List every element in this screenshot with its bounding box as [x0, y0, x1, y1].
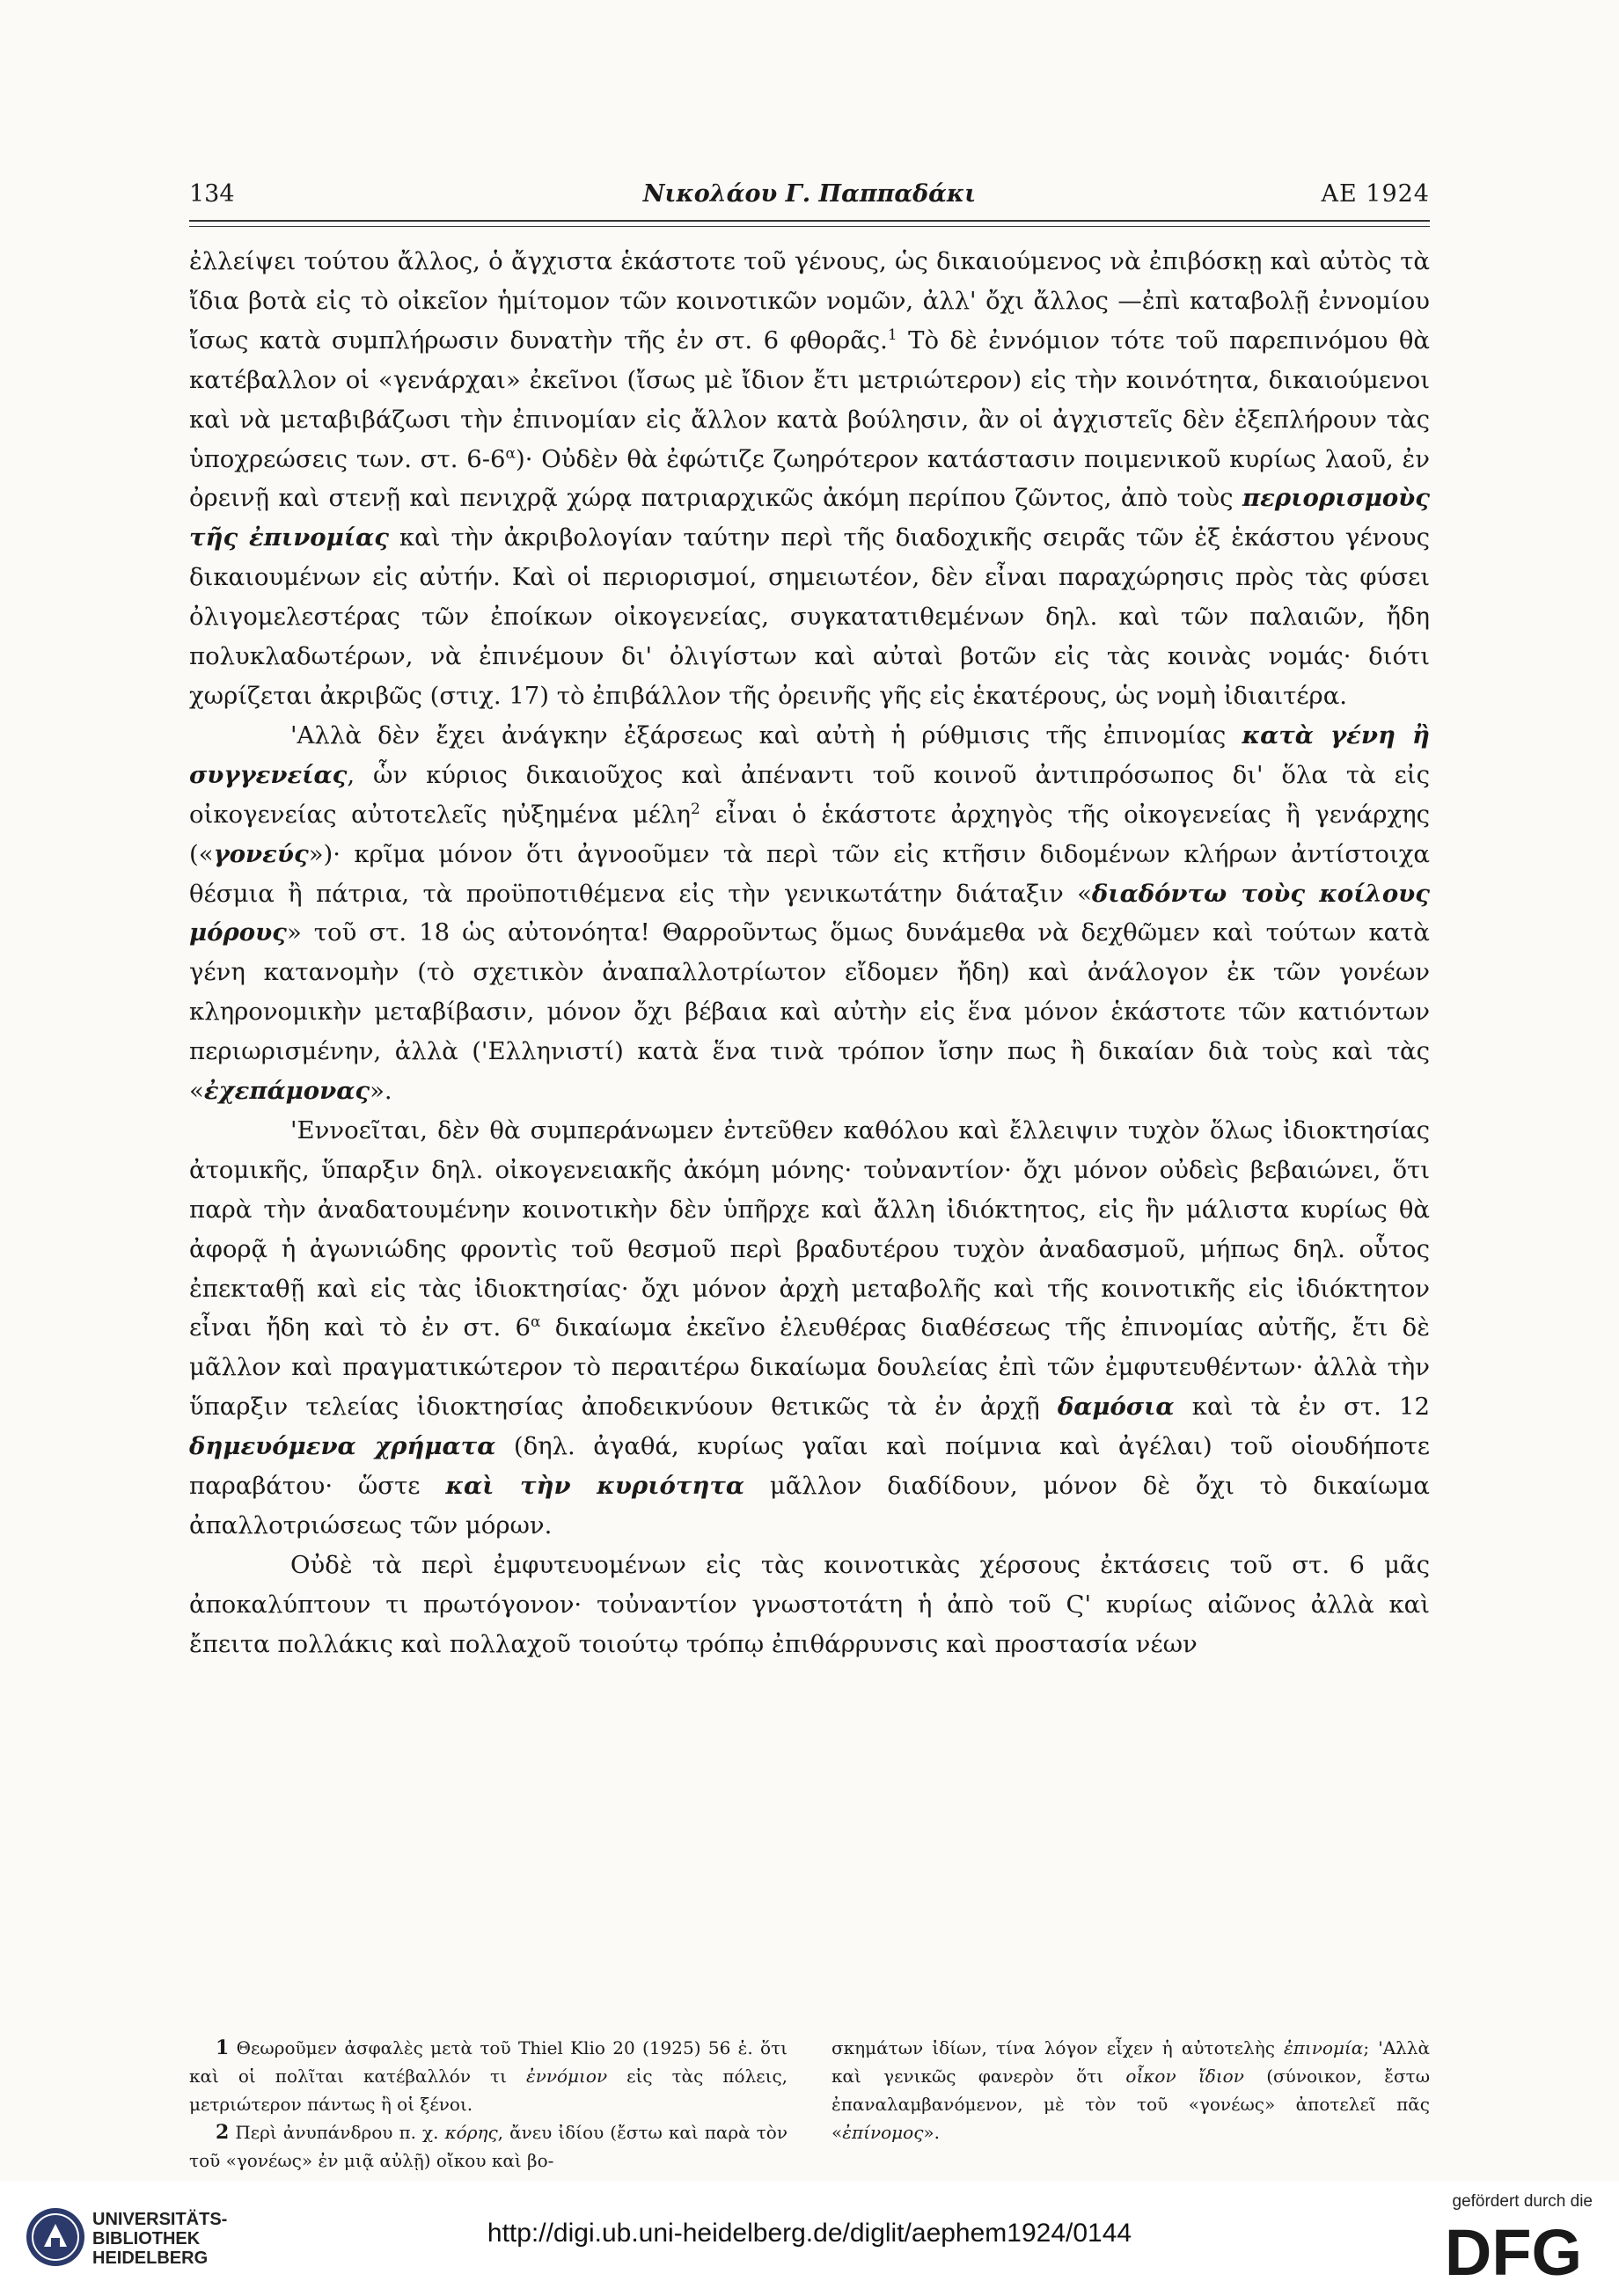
emphasis-term: δημευόμενα χρήματα: [189, 1432, 496, 1461]
text-run: , ἄνευ ἰδίου (ἔστω καὶ παρὰ τὸν τοῦ «γονέως» ἐν μιᾷ αὐλῇ) οἴκου καὶ βο-: [189, 2122, 788, 2171]
footnote-number: 2: [216, 2121, 230, 2144]
library-name-line: HEIDELBERG: [92, 2248, 209, 2268]
text-run: 'Εννοεῖται, δὲν θὰ συμπεράνωμεν ἐντεῦθεν καθόλου καὶ ἔλλειψιν τυχὸν ὅλως ἰδιοκτησίας ἀτομικῆς, ὕπαρξιν δηλ. οἰκογενειακῆς ἀκόμη μόνης· τοὐναντίον· ὄχι μόνον οὐδεὶς βεβαιώνει, ὅτι παρὰ τὴν ἀναδατουμένην κοινοτικὴν δὲν ὑπῆρχε καὶ ἄλλη ἰδιόκτητος, εἰς ἣν μάλιστα κυρίως θὰ ἀφορᾷ ἡ ἀγωνιώδης φροντὶς τοῦ θεσμοῦ περὶ βραδυτέρου τυχὸν ἀναδασμοῦ, μήπως δηλ. οὗτος ἐπεκταθῇ καὶ εἰς τὰς ἰδιοκτησίας· ὄχι μόνον ἀρχὴ μεταβολῆς καὶ τῆς κοινοτικῆς εἰς ἰδιόκτητον εἶναι ἤδη καὶ τὸ ἐν στ. 6: [189, 1115, 1430, 1342]
text-run: , ὧν κύριος δικαιοῦχος καὶ ἀπέναντι τοῦ κοινοῦ ἀντιπρόσωπος δι' ὅλα τὰ εἰς οἰκογενείας αὐτοτελεῖς ηὐξημένα μέλη: [189, 760, 1430, 829]
italic-term: ἐπινομία: [1284, 2037, 1364, 2058]
paragraph-2: [189, 716, 1430, 1111]
text-run: ».: [370, 1077, 392, 1106]
footnotes-left-column: [189, 2034, 788, 2175]
emphasis-term: γονεύς: [213, 839, 309, 868]
text-run: εἰς τὰς πόλεις, μετριώτερον πάντως ἢ οἱ ξένοι.: [189, 2066, 788, 2115]
main-text: [189, 242, 1430, 1664]
text-run: (σύνοικον, ἔστω ἐπαναλαμβανόμενον, μὲ τὸν τοῦ «γονέως» ἀποτελεῖ πᾶς «: [831, 2066, 1430, 2143]
footnote-2: [189, 2118, 788, 2175]
emphasis-term: δαμόσια: [1057, 1393, 1175, 1422]
text-run: Τὸ δὲ ἐννόμιον τότε τοῦ παρεπινόμου θὰ κατέβαλλον οἱ «γενάρχαι» ἐκεῖνοι (ἴσως μὲ ἴδιον ἔτι μετριώτερον) εἰς τὴν κοινότητα, δικαιούμενοι καὶ νὰ μεταβιβάζωσι τὴν ἐπινομίαν εἰς ἄλλον κατὰ βούλησιν, ἂν οἱ ἀγχιστεῖς δὲν ἐξεπλήρουν τὰς ὑποχρεώσεις των. στ. 6-6: [189, 325, 1430, 473]
text-run: ἐλλείψει τούτου ἄλλος, ὁ ἄγχιστα ἑκάστοτε τοῦ γένους, ὡς δικαιούμενος νὰ ἐπιβόσκῃ καὶ αὐτὸς τὰ ἴδια βοτὰ εἰς τὸ οἰκεῖον ἡμίτομον τῶν κοινοτικῶν νομῶν, ἀλλ' ὄχι ἄλλος —ἐπὶ καταβολῇ ἐννομίου ἴσως κατὰ συμπλήρωσιν δυνατὴν τῆς ἐν στ. 6 φθορᾶς.: [189, 247, 1430, 355]
emphasis-term: καὶ τὴν κυριότητα: [445, 1472, 745, 1501]
emphasis-term: περιορισμοὺς τῆς ἐπινομίας: [189, 484, 1430, 552]
text-run: )· Οὐδὲν θὰ ἐφώτιζε ζωηρότερον κατάστασιν ποιμενικοῦ κυρίως λαοῦ, ἐν ὀρεινῇ καὶ στενῇ καὶ πενιχρᾷ χώρᾳ πατριαρχικῶς ἀκόμη περίπου ζῶντος, ἀπὸ τοὺς: [189, 444, 1430, 513]
text-run: εἶναι ὁ ἑκάστοτε ἀρχηγὸς τῆς οἰκογενείας ἢ γενάρχης («: [189, 800, 1431, 868]
emphasis-term: κατὰ γένη ἢ συγγενείας: [189, 720, 1430, 789]
superscript-alpha: α: [505, 444, 516, 463]
text-run: μᾶλλον διαδίδουν, μόνον δὲ ὄχι τὸ δικαίωμα ἀπαλλοτριώσεως τῶν μόρων.: [189, 1472, 1430, 1539]
dfg-logo-text: DFG: [1444, 2217, 1583, 2285]
text-run: ; 'Αλλὰ καὶ γενικῶς φανερὸν ὅτι: [831, 2037, 1430, 2087]
italic-term: ἐννόμιον: [525, 2066, 608, 2087]
text-run: Θεωροῦμεν ἀσφαλὲς μετὰ τοῦ Thiel Klio 20 (1925) 56 ἑ. ὅτι καὶ οἱ πολῖται κατέβαλλόν τι: [189, 2037, 788, 2087]
italic-term: οἶκον ἴδιον: [1125, 2066, 1244, 2087]
paragraph-1: [189, 242, 1430, 716]
permalink-url[interactable]: http://digi.ub.uni-heidelberg.de/diglit/aephem1924/0144: [487, 2219, 1132, 2248]
italic-term: ἐπίνομος: [842, 2122, 924, 2143]
library-name-line: UNIVERSITÄTS-: [92, 2210, 228, 2229]
text-run: ».: [923, 2122, 941, 2143]
text-run: »)· κρῖμα μόνον ὅτι ἀγνοοῦμεν τὰ περὶ τῶν εἰς κτῆσιν διδομένων κλήρων ἀντίστοιχα θέσμια ἢ πάτρια, τὰ προϋποτιθέμενα εἰς τὴν γενικωτάτην διάταξιν «: [189, 839, 1430, 908]
running-head-author: Νικολάου Γ. Παππαδάκι: [642, 180, 977, 208]
running-header: [189, 180, 1430, 216]
text-run: Περὶ ἀνυπάνδρου π. χ.: [235, 2122, 445, 2143]
text-run: καὶ τὰ ἐν στ. 12: [1174, 1393, 1430, 1422]
footnote-2-continued: [831, 2034, 1430, 2146]
text-run: σκημάτων ἰδίων, τίνα λόγον εἶχεν ἡ αὐτοτελὴς: [831, 2037, 1285, 2058]
header-rule-thin: [189, 226, 1430, 227]
footnotes-right-column: [831, 2034, 1430, 2146]
text-run: δικαίωμα ἐκεῖνο ἐλευθέρας διαθέσεως τῆς ἐπινομίας αὐτῆς, ἔτι δὲ μᾶλλον καὶ πραγματικώτερον τὸ περαιτέρω δικαίωμα δουλείας ἐπὶ τῶν ἐμφυτευθέντων· ἀλλὰ τὴν ὕπαρξιν τελείας ἰδιοκτησίας ἀποδεικνύουν θετικῶς τὰ ἐν ἀρχῇ: [189, 1313, 1430, 1422]
dfg-logo-icon: [1434, 2217, 1593, 2285]
superscript-alpha: α: [531, 1313, 541, 1332]
library-name-line: BIBLIOTHEK: [92, 2229, 201, 2248]
header-rule: [189, 220, 1430, 222]
paragraph-4: [189, 1546, 1430, 1664]
footnote-number: 1: [216, 2036, 230, 2059]
digitization-footer: [0, 2182, 1619, 2296]
page-number: 134: [189, 180, 235, 208]
footnote-ref-2[interactable]: 2: [691, 800, 700, 818]
paragraph-3: [189, 1111, 1430, 1546]
text-run: » τοῦ στ. 18 ὡς αὐτονόητα! Θαρροῦντως ὅμως δυνάμεθα νὰ δεχθῶμεν καὶ τούτων κατὰ γένη κατανομὴν (τὸ σχετικὸν ἀναπαλλοτρίωτον εἴδομεν ἤδη) καὶ ἀνάλογον ἐκ τῶν γονέων κληρονομικὴν μεταβίβασιν, μόνον ὄχι βέβαια καὶ αὐτὴν εἰς ἕνα μόνον ἑκάστοτε τῶν κατιόντων περιωρισμένην, ἀλλὰ ('Ελληνιστί) κατὰ ἕνα τινὰ τρόπον ἴσην πως ἢ δικαίαν διὰ τοὺς καὶ τὰς «: [189, 918, 1430, 1106]
emphasis-term: διαδόντω τοὺς κοίλους μόρους: [189, 879, 1430, 947]
text-run: (δηλ. ἀγαθά, κυρίως γαῖαι καὶ ποίμνια καὶ ἀγέλαι) τοῦ οἱουδήποτε παραβάτου· ὥστε: [189, 1432, 1430, 1501]
footnote-1: [189, 2034, 788, 2118]
text-run: καὶ τὴν ἀκριβολογίαν ταύτην περὶ τῆς διαδοχικῆς σειρᾶς τῶν ἐξ ἑκάστου γένους δικαιουμένων εἰς αὐτήν. Καὶ οἱ περιορισμοί, σημειωτέον, δὲν εἶναι παραχώρησις πρὸς τὰς φύσει ὀλιγομελεστέρας τῶν ἐποίκων οἰκογενείας, συγκατατιθεμένων δηλ. καὶ τῶν παλαιῶν, ἤδη πολυκλαδωτέρων, νὰ ἐπινέμουν δι' ὀλιγίστων καὶ αὐταὶ βοτῶν εἰς τὰς κοινὰς νομάς· διότι χωρίζεται ἀκριβῶς (στιχ. 17) τὸ ἐπιβάλλον τῆς ὀρεινῆς γῆς εἰς ἑκατέρους, ὡς νομὴ ἰδιαιτέρα.: [189, 523, 1431, 710]
text-run: Οὐδὲ τὰ περὶ ἐμφυτευομένων εἰς τὰς κοινοτικὰς χέρσους ἐκτάσεις τοῦ στ. 6 μᾶς ἀποκαλύπτουν τι πρωτόγονον· τοὐναντίον γνωστοτάτη ἡ ἀπὸ τοῦ Ϛ' κυρίως αἰῶνος ἀλλὰ καὶ ἔπειτα πολλάκις καὶ πολλαχοῦ τοιούτῳ τρόπῳ ἐπιθάρρυνσις καὶ προστασία νέων: [189, 1550, 1430, 1658]
footnote-ref-1[interactable]: 1: [887, 325, 897, 344]
sponsor-label: gefördert durch die: [1452, 2192, 1593, 2211]
journal-year: ΑΕ 1924: [1321, 180, 1430, 208]
emphasis-term: ἐχεπάμονας: [203, 1077, 370, 1106]
italic-term: κόρης: [444, 2122, 498, 2143]
text-run: 'Αλλὰ δὲν ἔχει ἀνάγκην ἐξάρσεως καὶ αὐτὴ ἡ ρύθμισις τῆς ἐπινομίας: [290, 720, 1242, 749]
